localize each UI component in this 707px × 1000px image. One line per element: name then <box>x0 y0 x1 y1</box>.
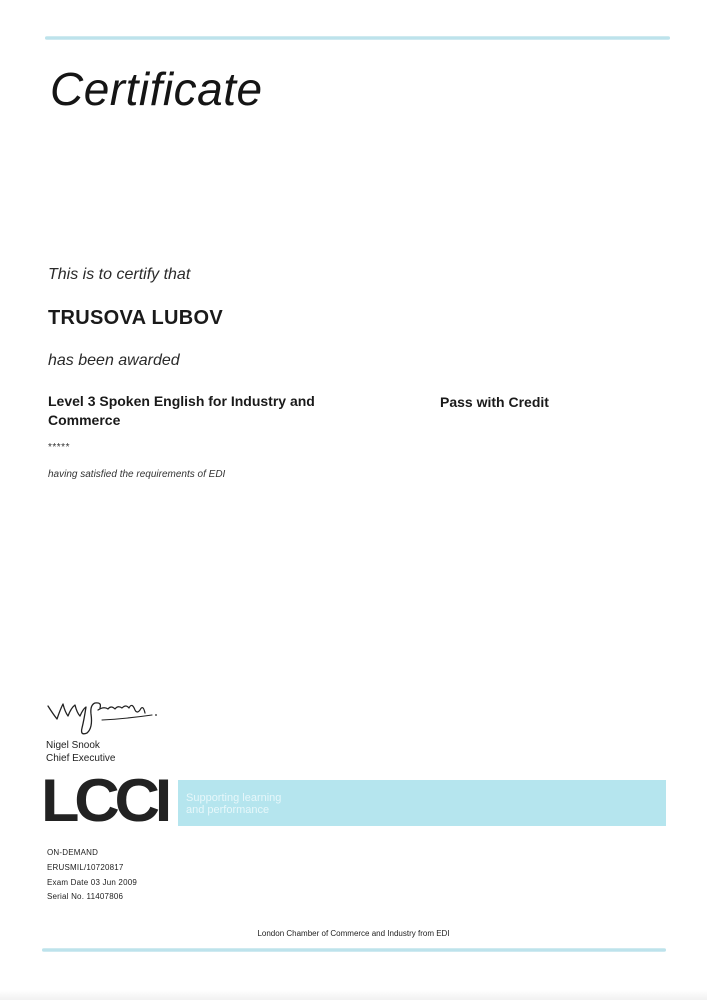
serial-number: Serial No. 11407806 <box>47 892 124 901</box>
tagline-line-2: and performance <box>186 804 270 816</box>
page-edge <box>0 990 707 1000</box>
awarded-phrase: has been awarded <box>48 352 180 369</box>
tagline-text <box>186 792 326 816</box>
exam-date: Exam Date 03 Jun 2009 <box>47 878 138 887</box>
exam-mode: ON-DEMAND <box>47 848 99 857</box>
requirements-statement: having satisfied the requirements of EDI <box>48 469 226 480</box>
footer-label: London Chamber of Commerce and Industry from EDI <box>257 929 450 938</box>
stars-separator: ***** <box>48 442 70 453</box>
signatory-title: Chief Executive <box>46 753 116 764</box>
footer-text <box>0 929 707 938</box>
top-divider <box>45 36 670 40</box>
recipient-name: TRUSOVA LUBOV <box>48 307 224 329</box>
lcci-logo: LCCI <box>41 767 167 834</box>
signatory-name: Nigel Snook <box>46 740 100 751</box>
tagline-line-1: Supporting learning <box>186 792 282 804</box>
tagline-banner <box>178 780 666 826</box>
signature-image <box>44 692 174 740</box>
bottom-divider <box>42 948 666 952</box>
candidate-reference: ERUSMIL/10720817 <box>47 863 124 872</box>
certificate-title: Certificate <box>50 63 263 115</box>
certify-phrase: This is to certify that <box>48 266 191 283</box>
qualification-title: Level 3 Spoken English for Industry and Commerce <box>48 393 315 428</box>
grade-result: Pass with Credit <box>440 394 549 410</box>
